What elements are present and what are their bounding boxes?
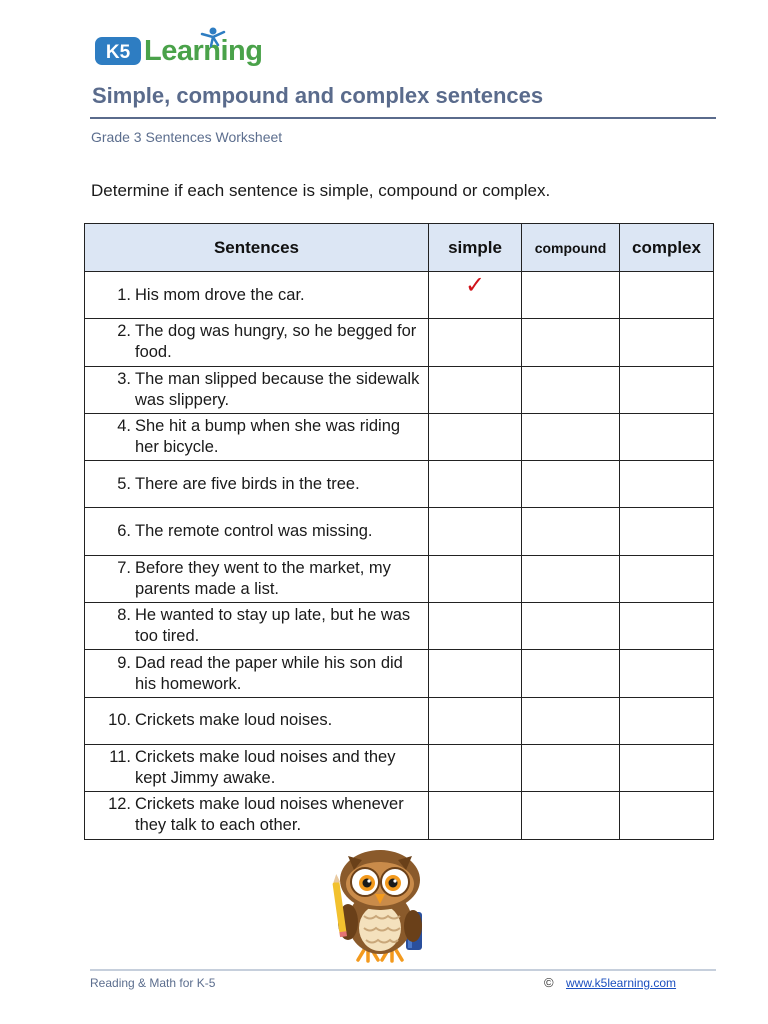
- sentence-text: The man slipped because the sidewalk was slippery.: [135, 369, 420, 409]
- sentence-cell: [85, 319, 429, 366]
- simple-answer-cell[interactable]: [429, 555, 522, 602]
- sentence-text: Dad read the paper while his son did his homework.: [135, 653, 403, 693]
- svg-text:K5: K5: [105, 42, 131, 63]
- sentence-text: Crickets make loud noises.: [135, 711, 333, 730]
- complex-answer-cell[interactable]: [620, 555, 714, 602]
- simple-answer-cell[interactable]: [429, 744, 522, 791]
- table-row: [85, 650, 714, 697]
- sentence-number: 1.: [117, 285, 131, 304]
- compound-answer-cell[interactable]: [522, 792, 620, 839]
- k5-badge-icon: [94, 36, 142, 66]
- sentence-text: She hit a bump when she was riding her bicycle.: [135, 417, 401, 457]
- sentence-cell: [85, 461, 429, 508]
- sentence-number: 10.: [108, 711, 131, 730]
- sentence-cell: [85, 413, 429, 460]
- sentence-number: 3.: [117, 369, 131, 388]
- compound-answer-cell[interactable]: [522, 413, 620, 460]
- sentence-number: 9.: [117, 653, 131, 672]
- compound-answer-cell[interactable]: [522, 272, 620, 319]
- footer-divider: [90, 969, 716, 971]
- table-row: [85, 272, 714, 319]
- simple-answer-cell[interactable]: [429, 413, 522, 460]
- table-row: [85, 319, 714, 366]
- sentence-cell: [85, 555, 429, 602]
- sentence-number: 11.: [109, 748, 131, 767]
- website-link[interactable]: www.k5learning.com: [566, 976, 677, 990]
- sentence-number: 7.: [117, 558, 131, 577]
- compound-answer-cell[interactable]: [522, 697, 620, 744]
- sentence-number: 6.: [117, 522, 131, 541]
- sentence-cell: [85, 508, 429, 555]
- copyright-symbol: ©: [544, 975, 554, 990]
- sentence-cell: [85, 603, 429, 650]
- sentence-number: 8.: [117, 606, 131, 625]
- simple-answer-cell[interactable]: [429, 650, 522, 697]
- sentence-number: 2.: [117, 322, 131, 341]
- header-complex: complex: [620, 224, 714, 272]
- table-row: [85, 413, 714, 460]
- sentence-cell: [85, 272, 429, 319]
- sentence-text: The dog was hungry, so he begged for food.: [135, 322, 417, 362]
- sentence-text: Crickets make loud noises and they kept Jimmy awake.: [135, 748, 396, 788]
- sentences-table: [84, 223, 714, 840]
- complex-answer-cell[interactable]: [620, 461, 714, 508]
- compound-answer-cell[interactable]: [522, 319, 620, 366]
- worksheet-title: Simple, compound and complex sentences: [92, 83, 544, 108]
- simple-answer-cell[interactable]: [429, 508, 522, 555]
- logo-wordmark: Learning: [144, 35, 263, 67]
- sentence-cell: [85, 650, 429, 697]
- simple-answer-cell[interactable]: [429, 272, 522, 319]
- compound-answer-cell[interactable]: [522, 461, 620, 508]
- sentence-number: 5.: [117, 474, 131, 493]
- header-simple: simple: [429, 224, 522, 272]
- table-row: [85, 697, 714, 744]
- complex-answer-cell[interactable]: [620, 272, 714, 319]
- sentence-cell: [85, 744, 429, 791]
- complex-answer-cell[interactable]: [620, 792, 714, 839]
- worksheet-subtitle: Grade 3 Sentences Worksheet: [91, 129, 283, 145]
- sentence-text: His mom drove the car.: [135, 285, 305, 304]
- sentence-text: Crickets make loud noises whenever they talk to each other.: [135, 795, 404, 835]
- sentence-number: 4.: [117, 417, 131, 436]
- sentence-text: There are five birds in the tree.: [135, 474, 360, 493]
- jumping-figure-icon: [198, 26, 228, 50]
- simple-answer-cell[interactable]: [429, 697, 522, 744]
- instructions: Determine if each sentence is simple, compound or complex.: [91, 181, 551, 200]
- sentence-number: 12.: [108, 795, 131, 814]
- compound-answer-cell[interactable]: [522, 508, 620, 555]
- simple-answer-cell[interactable]: [429, 792, 522, 839]
- compound-answer-cell[interactable]: [522, 555, 620, 602]
- complex-answer-cell[interactable]: [620, 319, 714, 366]
- complex-answer-cell[interactable]: [620, 366, 714, 413]
- table-row: [85, 366, 714, 413]
- table-header-row: [85, 224, 714, 272]
- red-checkmark-icon: ✓: [464, 272, 486, 300]
- compound-answer-cell[interactable]: [522, 744, 620, 791]
- compound-answer-cell[interactable]: [522, 603, 620, 650]
- table-row: [85, 744, 714, 791]
- sentence-text: The remote control was missing.: [135, 522, 373, 541]
- compound-answer-cell[interactable]: [522, 366, 620, 413]
- compound-answer-cell[interactable]: [522, 650, 620, 697]
- sentence-cell: [85, 366, 429, 413]
- sentence-text: Before they went to the market, my parents made a list.: [135, 558, 391, 598]
- complex-answer-cell[interactable]: [620, 603, 714, 650]
- table-row: [85, 603, 714, 650]
- table-row: [85, 461, 714, 508]
- title-divider: [90, 117, 716, 119]
- sentence-cell: [85, 697, 429, 744]
- header-sentences: Sentences: [85, 224, 429, 272]
- sentence-cell: [85, 792, 429, 839]
- sentence-text: He wanted to stay up late, but he was too tired.: [135, 606, 411, 646]
- owl-with-pencil-illustration: [328, 846, 432, 964]
- table-row: [85, 508, 714, 555]
- table-row: [85, 555, 714, 602]
- footer-tagline: Reading & Math for K-5: [90, 976, 216, 990]
- header-compound: compound: [522, 224, 620, 272]
- simple-answer-cell[interactable]: [429, 603, 522, 650]
- complex-answer-cell[interactable]: [620, 508, 714, 555]
- simple-answer-cell[interactable]: [429, 461, 522, 508]
- table-row: [85, 792, 714, 839]
- complex-answer-cell[interactable]: [620, 697, 714, 744]
- simple-answer-cell[interactable]: [429, 366, 522, 413]
- k5-learning-logo: [94, 30, 264, 74]
- complex-answer-cell[interactable]: [620, 744, 714, 791]
- complex-answer-cell[interactable]: [620, 650, 714, 697]
- simple-answer-cell[interactable]: [429, 319, 522, 366]
- complex-answer-cell[interactable]: [620, 413, 714, 460]
